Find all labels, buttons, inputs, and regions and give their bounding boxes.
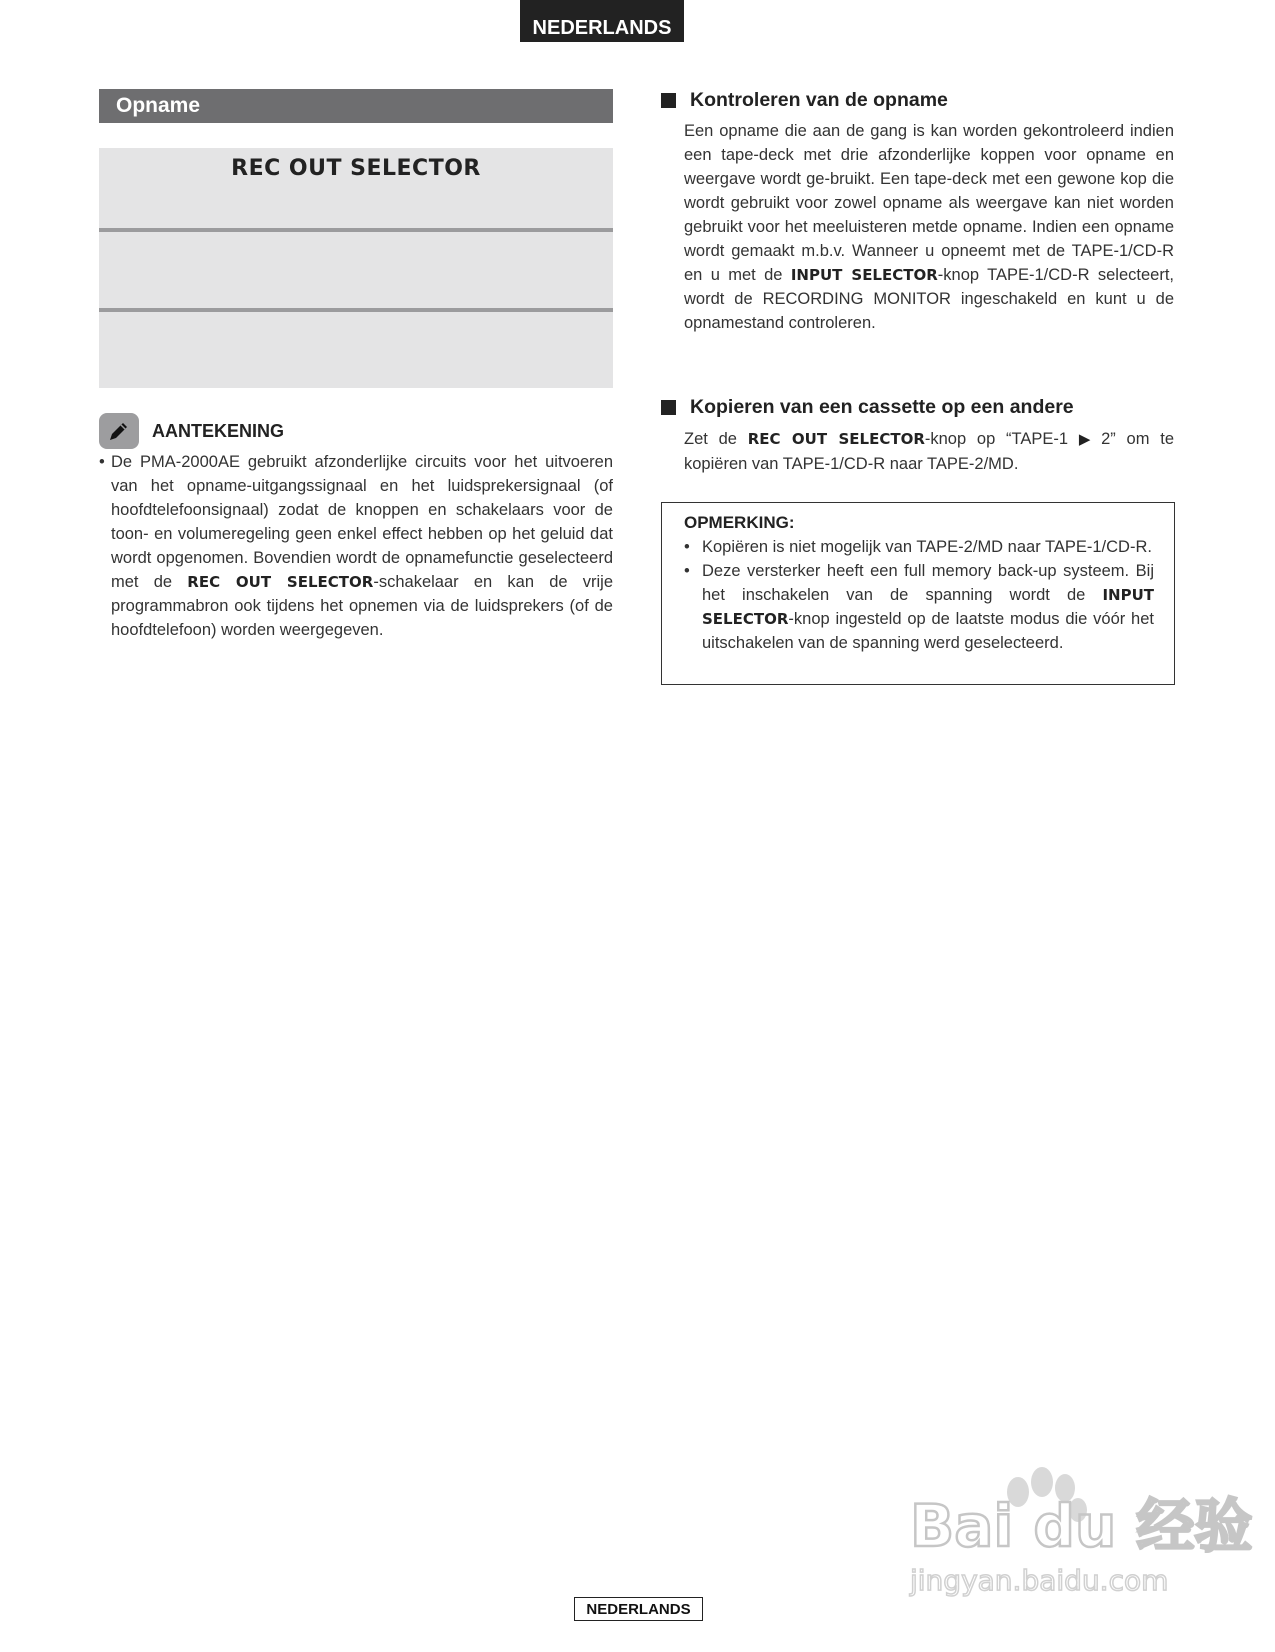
input-selector-label: INPUT SELECTOR — [790, 266, 938, 284]
list-item: • Deze versterker heeft een full memory back-up systeem. Bij het inschakelen van de spanning wordt de INPUT SELECTOR-knop ingesteld op de laatste modus die vóór het uitschakelen van de spanning werd geselecteerd. — [684, 559, 1154, 655]
paragraph-kontroleren: Een opname die aan de gang is kan worden gekontroleerd indien een tape-deck met drie afzonderlijke koppen voor opname en weergave wordt ge-bruikt. Een tape-deck met een gewone kop die wordt gebruikt voor zowel opname als weergave kan niet worden gebruikt voor het meeluisteren metde opname. Indien een opname wordt gemaakt m.b.v. Wanneer u opneemt met de TAPE-1/CD-R en u met de INPUT SELECTOR-knop TAPE-1/CD-R selecteert, wordt de RECORDING MONITOR ingeschakeld en kunt u de opnamestand controleren. — [684, 122, 1174, 332]
note-title: AANTEKENING — [152, 420, 285, 441]
bullet-icon: • — [684, 538, 690, 556]
rec-out-selector-panel — [99, 148, 613, 228]
remark-title: OPMERKING: — [684, 513, 795, 532]
square-bullet-icon — [661, 93, 676, 108]
language-tab: NEDERLANDS — [520, 0, 684, 42]
footer-language-label: NEDERLANDS — [574, 1597, 703, 1621]
note-text: • De PMA-2000AE gebruikt afzonderlijke circuits voor het uitvoeren van het opname-uitgangssignaal en het luidsprekersignaal (of hoofdtelefoonsignaal) zodat de knoppen en schakelaars voor de toon- en volumeregeling geen enkel effect hebben op het geluid dat wordt opgenomen. Bovendien wordt de opnamefunctie geselecteerd met de REC OUT SELECTOR-schakelaar en kan de vrije programmabron ook tijdens het opnemen via de luidsprekers (of de hoofdtelefoon) worden weergegeven. — [99, 450, 613, 642]
pencil-icon — [99, 413, 139, 449]
baidu-watermark — [900, 1462, 1253, 1602]
input-selector-label: INPUT SELECTOR — [702, 586, 1154, 628]
panel-row — [99, 312, 613, 388]
bullet-icon: • — [684, 562, 690, 580]
rec-out-selector-label: REC OUT SELECTOR — [747, 430, 925, 448]
heading-kopieren: Kopieren van een cassette op een andere — [661, 396, 1074, 419]
watermark-brand: Bai du 经验 — [910, 1492, 1253, 1560]
note-heading — [99, 413, 284, 449]
list-item: • Kopiëren is niet mogelijk van TAPE-2/MD naar TAPE-1/CD-R. — [684, 535, 1154, 559]
paragraph-kopieren: Zet de REC OUT SELECTOR-knop op “TAPE-1 ▶ 2” om te kopiëren van TAPE-1/CD-R naar TAPE-2/MD. — [684, 430, 1175, 473]
play-arrow-icon: ▶ — [1078, 431, 1091, 448]
rec-out-selector-label: REC OUT SELECTOR — [187, 573, 374, 591]
panel-title: REC OUT SELECTOR — [231, 156, 481, 181]
remark-box — [661, 502, 1175, 685]
bullet-icon: • — [99, 453, 105, 471]
heading-kontroleren: Kontroleren van de opname — [661, 89, 948, 112]
panel-row — [99, 232, 613, 308]
watermark-url: jingyan.baidu.com — [910, 1564, 1169, 1597]
square-bullet-icon — [661, 400, 676, 415]
section-title-opname: Opname — [99, 89, 613, 123]
